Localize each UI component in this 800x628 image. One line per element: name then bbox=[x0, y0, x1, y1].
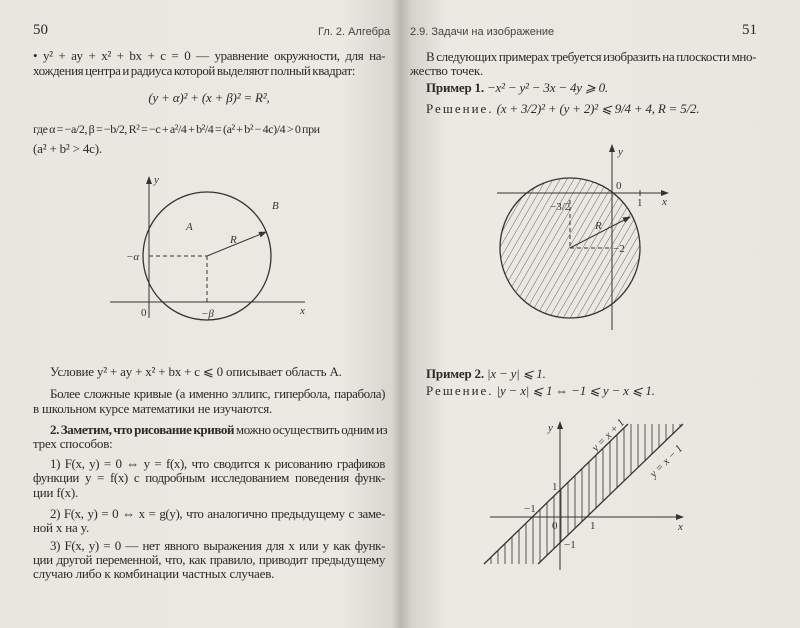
example-statement: −x² − y² − 3x − 4y ⩾ 0. bbox=[486, 80, 608, 95]
x-label: x bbox=[678, 521, 683, 533]
text-line: 3) F(x, y) = 0 — нет явного выражения для x или y как функ- bbox=[50, 538, 385, 553]
origin-label: 0 bbox=[616, 180, 622, 192]
running-head: 2.9. Задачи на изображение bbox=[410, 26, 555, 38]
text-line: • y² + ay + x² + bx + c = 0 — уравнение окружности, для на- bbox=[33, 48, 385, 63]
text-line: Более сложные кривые (а именно эллипс, гипербола, парабола) bbox=[50, 386, 385, 401]
y-label: y bbox=[154, 174, 159, 186]
example-label: Пример 2. bbox=[426, 366, 484, 381]
lower-line-label: y = x − 1 bbox=[647, 442, 686, 481]
y-label: y bbox=[548, 422, 553, 434]
origin-label: 0 bbox=[141, 307, 147, 319]
solution-label: Решение. bbox=[426, 101, 494, 116]
text-line: где α = −a/2, β = −b/2, R² = −c + a²/4 + b²/4 = (a² + b² − 4c)/4 > 0 при bbox=[33, 122, 320, 136]
text-line: ной x на y. bbox=[33, 520, 90, 535]
text-line: ции другой переменной, что, как правило, приводит предыдущему bbox=[33, 552, 385, 567]
example-label: Пример 1. bbox=[426, 80, 484, 95]
text-line: хождения центра и радиуса которой выделяют полный квадрат: bbox=[33, 63, 355, 78]
text-line: ции f(x). bbox=[33, 485, 79, 500]
solution-label: Решение. bbox=[426, 383, 494, 398]
text-line: трех способов: bbox=[33, 436, 113, 451]
running-head: Гл. 2. Алгебра bbox=[318, 26, 391, 38]
emphasis: рисование кривой bbox=[134, 422, 235, 437]
text-line: в школьном курсе математики не изучаются. bbox=[33, 401, 273, 416]
region-a-label: A bbox=[186, 221, 193, 233]
y-pos1-label: 1 bbox=[552, 481, 558, 493]
y-neg1-label: −1 bbox=[564, 539, 576, 551]
solution-text: (x + 3/2)² + (y + 2)² ⩽ 9/4 + 4, R = 5/2. bbox=[496, 101, 700, 116]
text-line: (a² + b² > 4c). bbox=[33, 141, 102, 156]
right-page bbox=[400, 0, 800, 628]
text-line: Условие y² + ay + x² + bx + c ⩽ 0 описывает область A. bbox=[50, 364, 342, 379]
example-2 bbox=[426, 366, 546, 382]
region-b-label: B bbox=[272, 200, 279, 212]
text-line: жество точек. bbox=[410, 63, 484, 78]
page-number: 50 bbox=[33, 22, 48, 38]
hatched-band bbox=[484, 424, 680, 564]
solution-text: |y − x| ⩽ 1 ⇔ −1 ⩽ y − x ⩽ 1. bbox=[496, 383, 655, 398]
beta-label: −β bbox=[201, 308, 214, 320]
text-line: В следующих примерах требуется изобразить на плоскости мно- bbox=[426, 49, 756, 64]
point-number: 2. Заметим, что bbox=[50, 422, 135, 437]
text-line: случаю либо к комбинации частных случаев. bbox=[33, 566, 275, 581]
tick-label: 1 bbox=[637, 197, 643, 209]
x-label: x bbox=[300, 305, 305, 317]
x-neg1-label: −1 bbox=[524, 503, 536, 515]
hatched-circle-figure bbox=[400, 0, 800, 628]
text-line: 1) F(x, y) = 0 ⇔ y = f(x), что сводится к рисованию графиков bbox=[50, 456, 385, 471]
radius-label: R bbox=[230, 234, 237, 246]
text: можно осуществить одним из bbox=[234, 422, 388, 437]
alpha-label: −α bbox=[126, 251, 140, 263]
page-number: 51 bbox=[742, 22, 757, 38]
origin-label: 0 bbox=[552, 520, 558, 532]
center-x-label: −3/2 bbox=[550, 201, 571, 213]
circle-equation: (y + α)² + (x + β)² = R², bbox=[148, 90, 270, 105]
upper-line-label: y = x + 1 bbox=[589, 416, 628, 455]
text-line: 2) F(x, y) = 0 ⇔ x = g(y), что аналогично предыдущему с заме- bbox=[50, 506, 385, 521]
y-label: y bbox=[618, 146, 623, 158]
radius-label: R bbox=[595, 220, 602, 232]
text-line: функции y = f(x) с подробным исследованием поведения функ- bbox=[33, 470, 385, 485]
x-label: x bbox=[662, 196, 667, 208]
example-statement: |x − y| ⩽ 1. bbox=[486, 366, 546, 381]
x-pos1-label: 1 bbox=[590, 520, 596, 532]
solution-2 bbox=[426, 383, 655, 399]
center-y-label: −2 bbox=[613, 243, 625, 255]
